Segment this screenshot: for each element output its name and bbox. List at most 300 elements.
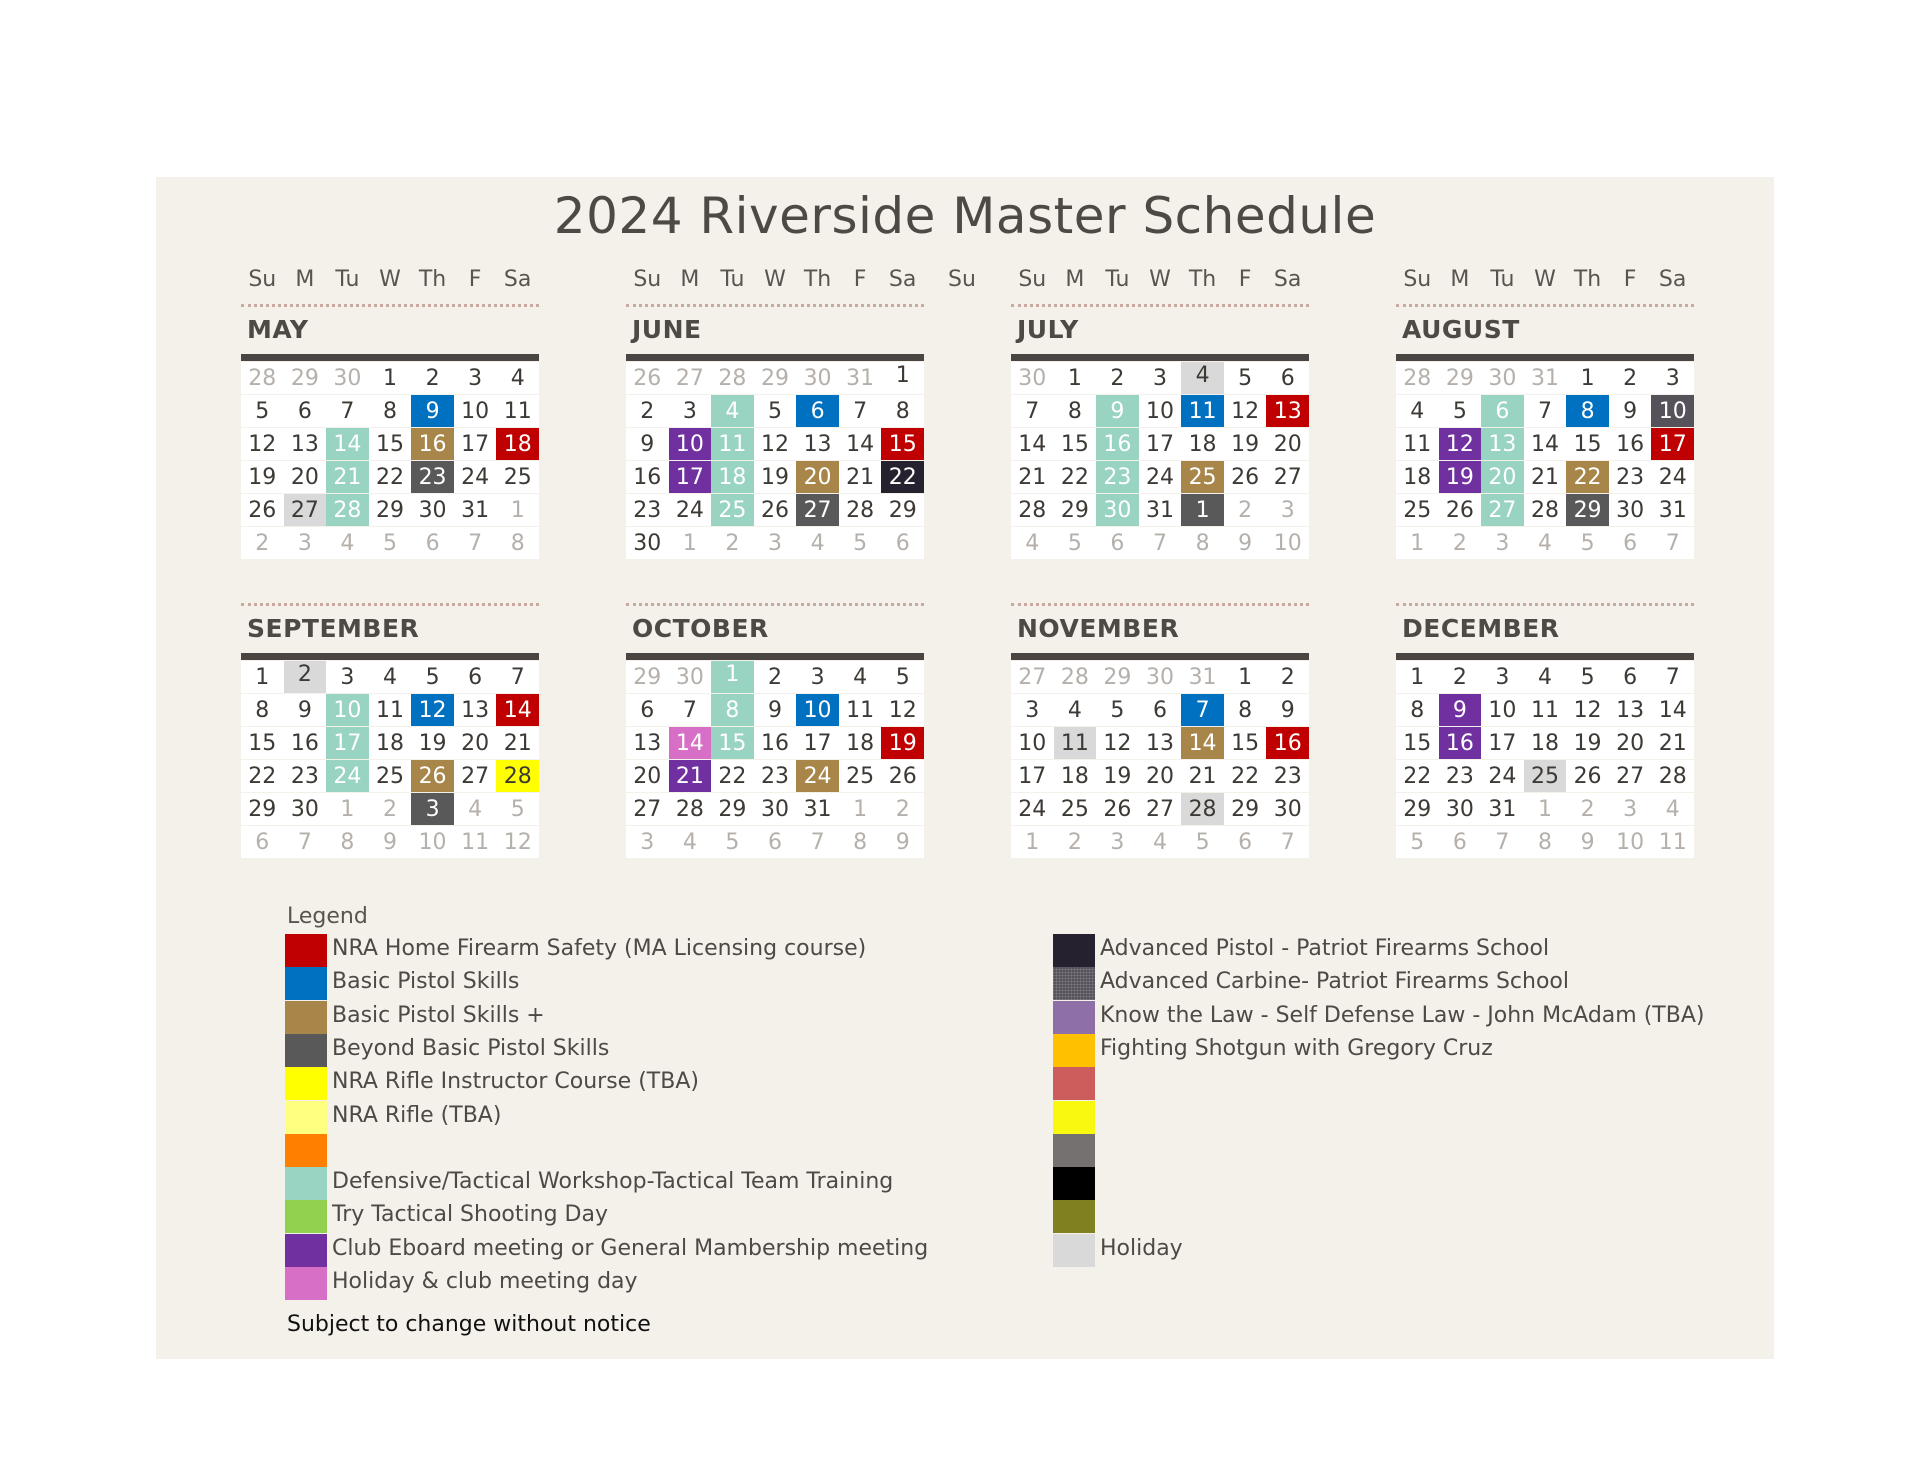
- day-cell: 29: [881, 493, 924, 526]
- day-cell: 2: [1439, 660, 1482, 693]
- legend-item: [285, 967, 985, 1000]
- day-cell: 4: [496, 361, 539, 394]
- day-cell: 7: [284, 825, 327, 858]
- day-cell: 21: [326, 460, 369, 493]
- weekday-header: [626, 265, 924, 299]
- day-cell: 13: [1266, 394, 1309, 427]
- day-cell: 23: [284, 759, 327, 792]
- legend-label: Holiday & club meeting day: [332, 1269, 638, 1294]
- legend-swatch: [1053, 1200, 1095, 1233]
- day-cell: 6: [626, 693, 669, 726]
- day-cell: 2: [1096, 361, 1139, 394]
- day-cell: 3: [1481, 660, 1524, 693]
- day-cell: 8: [496, 526, 539, 559]
- day-cell: 16: [754, 726, 797, 759]
- day-cell: 18: [1181, 427, 1224, 460]
- day-cell: 29: [1439, 361, 1482, 394]
- weekday-label: M: [1065, 267, 1085, 292]
- legend-swatch: [285, 1001, 327, 1034]
- legend-item: [1053, 1200, 1753, 1233]
- day-cell: 4: [454, 792, 497, 825]
- day-cell: 8: [1054, 394, 1097, 427]
- legend-swatch: [285, 1267, 327, 1300]
- day-cell: 1: [1054, 361, 1097, 394]
- day-cell: 17: [454, 427, 497, 460]
- weekday-label: Th: [418, 267, 447, 292]
- day-cell: 27: [1481, 493, 1524, 526]
- day-cell: 14: [1524, 427, 1567, 460]
- day-cell: 24: [796, 759, 839, 792]
- day-cell: 1: [669, 526, 712, 559]
- day-cell: 7: [1011, 394, 1054, 427]
- month-name: DECEMBER: [1402, 614, 1560, 643]
- day-cell: 7: [1524, 394, 1567, 427]
- dotted-divider: [626, 603, 924, 606]
- day-cell: 23: [754, 759, 797, 792]
- day-cell: 1: [839, 792, 882, 825]
- day-cell: 31: [1181, 660, 1224, 693]
- day-cell: 3: [1139, 361, 1182, 394]
- dotted-divider: [241, 603, 539, 606]
- weekday-label: W: [1534, 267, 1556, 292]
- day-cell: 17: [669, 460, 712, 493]
- day-cell: 8: [1524, 825, 1567, 858]
- day-cell: 17: [1481, 726, 1524, 759]
- day-cell: 31: [454, 493, 497, 526]
- day-cell: 20: [626, 759, 669, 792]
- day-cell: 21: [839, 460, 882, 493]
- dotted-divider: [626, 304, 924, 307]
- legend-item: [1053, 967, 1753, 1000]
- legend-swatch: [1053, 1234, 1095, 1267]
- weekday-label: Su: [633, 267, 662, 292]
- day-cell: 10: [1609, 825, 1652, 858]
- day-cell: 11: [454, 825, 497, 858]
- day-cell: 6: [1439, 825, 1482, 858]
- legend-label: Basic Pistol Skills +: [332, 1002, 545, 1028]
- day-cell: 30: [1139, 660, 1182, 693]
- day-cell: 7: [1181, 693, 1224, 726]
- notice-text: Subject to change without notice: [287, 1312, 651, 1337]
- day-cell: 23: [626, 493, 669, 526]
- day-cell: 4: [669, 825, 712, 858]
- day-cell: 5: [369, 526, 412, 559]
- month-bar: [626, 653, 924, 660]
- weekday-label: Th: [1573, 267, 1602, 292]
- day-cell: 12: [1439, 427, 1482, 460]
- day-cell: 7: [326, 394, 369, 427]
- weekday-label: M: [295, 267, 315, 292]
- day-cell: 15: [711, 726, 754, 759]
- day-cell: 3: [669, 394, 712, 427]
- day-cell: 26: [411, 759, 454, 792]
- legend-item: [285, 1134, 985, 1167]
- day-cell: 6: [241, 825, 284, 858]
- day-cell: 19: [881, 726, 924, 759]
- day-cell: 9: [1566, 825, 1609, 858]
- weekday-label: F: [468, 267, 482, 292]
- day-grid: [1011, 660, 1309, 858]
- day-cell: 20: [1481, 460, 1524, 493]
- day-cell: 12: [754, 427, 797, 460]
- day-cell: 10: [411, 825, 454, 858]
- weekday-label: Th: [803, 267, 832, 292]
- day-cell: 30: [669, 660, 712, 693]
- day-cell: 22: [1396, 759, 1439, 792]
- day-cell: 5: [839, 526, 882, 559]
- day-cell: 8: [369, 394, 412, 427]
- day-cell: 30: [1096, 493, 1139, 526]
- legend-label: Beyond Basic Pistol Skills: [332, 1035, 610, 1061]
- day-cell: 16: [1096, 427, 1139, 460]
- month-bar: [1011, 653, 1309, 660]
- legend-label: Club Eboard meeting or General Mambership meeting: [332, 1235, 929, 1261]
- weekday-label: Su: [1018, 267, 1047, 292]
- day-cell: 2: [1266, 660, 1309, 693]
- day-cell: 24: [1139, 460, 1182, 493]
- day-cell: 7: [796, 825, 839, 858]
- day-cell: 5: [496, 792, 539, 825]
- legend-label: Basic Pistol Skills: [332, 969, 520, 995]
- day-cell: 27: [1266, 460, 1309, 493]
- day-cell: 29: [1096, 660, 1139, 693]
- day-cell: 5: [411, 660, 454, 693]
- legend-label: NRA Rifle Instructor Course (TBA): [332, 1069, 699, 1095]
- day-cell: 21: [1524, 460, 1567, 493]
- day-cell: 24: [1481, 759, 1524, 792]
- day-cell: 23: [1096, 460, 1139, 493]
- legend-swatch: [1053, 1034, 1095, 1067]
- day-cell: 15: [881, 427, 924, 460]
- weekday-label: Sa: [888, 267, 917, 292]
- day-cell: 18: [711, 460, 754, 493]
- day-cell: 29: [1054, 493, 1097, 526]
- day-cell: 30: [1266, 792, 1309, 825]
- day-cell: 30: [1439, 792, 1482, 825]
- day-cell: 18: [1054, 759, 1097, 792]
- day-cell: 19: [1096, 759, 1139, 792]
- day-cell: 30: [326, 361, 369, 394]
- stray-weekday-label: Su: [948, 267, 976, 292]
- legend-label: NRA Rifle (TBA): [332, 1102, 502, 1128]
- day-cell: 1: [881, 361, 924, 394]
- day-cell: 8: [1181, 526, 1224, 559]
- day-cell: 12: [881, 693, 924, 726]
- day-cell: 18: [369, 726, 412, 759]
- month-bar: [241, 653, 539, 660]
- schedule-sheet: [156, 177, 1774, 1359]
- dotted-divider: [1011, 603, 1309, 606]
- day-cell: 30: [1609, 493, 1652, 526]
- day-cell: 10: [1651, 394, 1694, 427]
- day-cell: 5: [1181, 825, 1224, 858]
- day-cell: 3: [1609, 792, 1652, 825]
- legend-item: [1053, 1167, 1753, 1200]
- legend-label: Fighting Shotgun with Gregory Cruz: [1100, 1035, 1493, 1061]
- day-cell: 10: [796, 693, 839, 726]
- day-cell: 12: [241, 427, 284, 460]
- weekday-label: Sa: [1273, 267, 1302, 292]
- day-cell: 23: [411, 460, 454, 493]
- legend-swatch: [285, 967, 327, 1000]
- month-name: OCTOBER: [632, 614, 769, 643]
- day-cell: 17: [1651, 427, 1694, 460]
- day-cell: 8: [326, 825, 369, 858]
- legend-item: [1053, 1034, 1753, 1067]
- day-cell: 26: [1439, 493, 1482, 526]
- day-cell: 15: [1566, 427, 1609, 460]
- day-cell: 8: [881, 394, 924, 427]
- weekday-label: Tu: [335, 267, 360, 292]
- legend-swatch: [285, 1200, 327, 1233]
- month-name: AUGUST: [1402, 315, 1520, 344]
- legend-swatch: [1053, 1101, 1095, 1134]
- weekday-label: W: [1149, 267, 1171, 292]
- day-cell: 14: [669, 726, 712, 759]
- day-cell: 28: [241, 361, 284, 394]
- day-cell: 6: [1609, 660, 1652, 693]
- day-cell: 6: [454, 660, 497, 693]
- day-cell: 8: [1566, 394, 1609, 427]
- dotted-divider: [241, 304, 539, 307]
- day-cell: 1: [1524, 792, 1567, 825]
- legend-item: [1053, 1067, 1753, 1100]
- day-cell: 25: [1054, 792, 1097, 825]
- day-cell: 9: [1224, 526, 1267, 559]
- day-cell: 2: [1224, 493, 1267, 526]
- day-cell: 7: [839, 394, 882, 427]
- day-cell: 27: [1139, 792, 1182, 825]
- day-cell: 20: [1266, 427, 1309, 460]
- day-cell: 28: [1524, 493, 1567, 526]
- day-cell: 4: [796, 526, 839, 559]
- legend-swatch: [285, 1067, 327, 1100]
- day-cell: 1: [1566, 361, 1609, 394]
- day-cell: 13: [796, 427, 839, 460]
- day-cell: 4: [1054, 693, 1097, 726]
- day-cell: 1: [1011, 825, 1054, 858]
- day-cell: 6: [284, 394, 327, 427]
- day-cell: 28: [1054, 660, 1097, 693]
- day-cell: 9: [1609, 394, 1652, 427]
- day-cell: 30: [626, 526, 669, 559]
- legend-item: [285, 1067, 985, 1100]
- day-cell: 4: [369, 660, 412, 693]
- day-cell: 27: [454, 759, 497, 792]
- day-cell: 6: [1609, 526, 1652, 559]
- month-bar: [1396, 653, 1694, 660]
- day-cell: 26: [626, 361, 669, 394]
- day-cell: 28: [1651, 759, 1694, 792]
- day-cell: 12: [411, 693, 454, 726]
- day-grid: [626, 660, 924, 858]
- day-cell: 15: [1054, 427, 1097, 460]
- day-cell: 2: [411, 361, 454, 394]
- weekday-label: Tu: [720, 267, 745, 292]
- day-cell: 6: [754, 825, 797, 858]
- day-cell: 5: [1054, 526, 1097, 559]
- day-cell: 9: [369, 825, 412, 858]
- day-cell: 11: [369, 693, 412, 726]
- day-cell: 31: [1481, 792, 1524, 825]
- day-cell: 2: [284, 660, 327, 693]
- day-cell: 31: [839, 361, 882, 394]
- legend-swatch: [285, 1134, 327, 1167]
- day-cell: 2: [1609, 361, 1652, 394]
- day-cell: 18: [1524, 726, 1567, 759]
- legend-item: [1053, 1001, 1753, 1034]
- day-cell: 16: [284, 726, 327, 759]
- day-cell: 5: [1439, 394, 1482, 427]
- day-cell: 29: [1566, 493, 1609, 526]
- day-cell: 1: [1224, 660, 1267, 693]
- day-grid: [241, 660, 539, 858]
- weekday-label: Th: [1188, 267, 1217, 292]
- day-cell: 28: [326, 493, 369, 526]
- legend-item: [285, 1034, 985, 1067]
- legend-swatch: [1053, 1001, 1095, 1034]
- day-cell: 25: [1181, 460, 1224, 493]
- day-cell: 3: [1481, 526, 1524, 559]
- day-cell: 13: [1609, 693, 1652, 726]
- day-cell: 9: [1096, 394, 1139, 427]
- day-cell: 7: [1481, 825, 1524, 858]
- day-cell: 13: [284, 427, 327, 460]
- legend-swatch: [1053, 1167, 1095, 1200]
- day-cell: 28: [1396, 361, 1439, 394]
- day-cell: 7: [1651, 526, 1694, 559]
- weekday-label: Sa: [503, 267, 532, 292]
- day-cell: 8: [241, 693, 284, 726]
- day-cell: 11: [496, 394, 539, 427]
- weekday-header: [241, 265, 539, 299]
- day-cell: 19: [411, 726, 454, 759]
- day-cell: 23: [1609, 460, 1652, 493]
- day-cell: 21: [1011, 460, 1054, 493]
- day-cell: 25: [711, 493, 754, 526]
- month-name: MAY: [247, 315, 309, 344]
- day-cell: 2: [1054, 825, 1097, 858]
- weekday-header: [1396, 265, 1694, 299]
- day-cell: 2: [754, 660, 797, 693]
- weekday-label: F: [853, 267, 867, 292]
- day-cell: 8: [1224, 693, 1267, 726]
- day-cell: 30: [284, 792, 327, 825]
- day-cell: 30: [754, 792, 797, 825]
- day-cell: 25: [839, 759, 882, 792]
- day-cell: 6: [411, 526, 454, 559]
- legend-swatch: [1053, 967, 1095, 1000]
- day-cell: 11: [1181, 394, 1224, 427]
- day-cell: 14: [1011, 427, 1054, 460]
- month-name: JUNE: [632, 315, 702, 344]
- day-cell: 28: [839, 493, 882, 526]
- day-cell: 21: [1181, 759, 1224, 792]
- day-cell: 13: [626, 726, 669, 759]
- day-cell: 11: [839, 693, 882, 726]
- day-cell: 30: [411, 493, 454, 526]
- day-cell: 26: [881, 759, 924, 792]
- day-cell: 3: [326, 660, 369, 693]
- day-cell: 23: [1266, 759, 1309, 792]
- day-cell: 11: [1651, 825, 1694, 858]
- day-cell: 27: [626, 792, 669, 825]
- day-cell: 10: [669, 427, 712, 460]
- day-cell: 10: [1139, 394, 1182, 427]
- day-cell: 19: [754, 460, 797, 493]
- day-cell: 3: [411, 792, 454, 825]
- legend-label: Defensive/Tactical Workshop-Tactical Team Training: [332, 1169, 894, 1195]
- day-cell: 5: [1224, 361, 1267, 394]
- day-cell: 13: [454, 693, 497, 726]
- legend-swatch: [285, 1167, 327, 1200]
- day-cell: 15: [1396, 726, 1439, 759]
- day-cell: 2: [1439, 526, 1482, 559]
- day-cell: 24: [669, 493, 712, 526]
- day-cell: 2: [241, 526, 284, 559]
- day-cell: 28: [1011, 493, 1054, 526]
- legend-item: [1053, 1234, 1753, 1267]
- day-cell: 29: [369, 493, 412, 526]
- day-cell: 9: [1439, 693, 1482, 726]
- day-cell: 2: [881, 792, 924, 825]
- weekday-label: Tu: [1105, 267, 1130, 292]
- day-cell: 16: [1439, 726, 1482, 759]
- day-cell: 1: [326, 792, 369, 825]
- day-cell: 9: [754, 693, 797, 726]
- legend-item: [285, 1200, 985, 1233]
- day-cell: 4: [839, 660, 882, 693]
- day-cell: 14: [1651, 693, 1694, 726]
- day-cell: 25: [369, 759, 412, 792]
- day-cell: 4: [1524, 526, 1567, 559]
- day-cell: 26: [1566, 759, 1609, 792]
- weekday-label: F: [1238, 267, 1252, 292]
- day-cell: 17: [326, 726, 369, 759]
- day-cell: 19: [241, 460, 284, 493]
- day-cell: 7: [1266, 825, 1309, 858]
- weekday-label: W: [764, 267, 786, 292]
- weekday-label: Sa: [1658, 267, 1687, 292]
- weekday-label: Su: [248, 267, 277, 292]
- day-cell: 1: [1396, 660, 1439, 693]
- day-cell: 18: [496, 427, 539, 460]
- day-cell: 24: [1011, 792, 1054, 825]
- day-cell: 5: [1396, 825, 1439, 858]
- legend-item: [285, 1267, 985, 1300]
- day-cell: 4: [1011, 526, 1054, 559]
- day-cell: 31: [1139, 493, 1182, 526]
- month-bar: [1396, 354, 1694, 361]
- day-cell: 29: [711, 792, 754, 825]
- day-cell: 4: [711, 394, 754, 427]
- weekday-label: M: [680, 267, 700, 292]
- day-cell: 1: [369, 361, 412, 394]
- dotted-divider: [1396, 304, 1694, 307]
- month-bar: [241, 354, 539, 361]
- day-cell: 22: [1224, 759, 1267, 792]
- day-cell: 26: [754, 493, 797, 526]
- legend-swatch: [1053, 1067, 1095, 1100]
- day-cell: 12: [496, 825, 539, 858]
- day-cell: 24: [454, 460, 497, 493]
- day-cell: 4: [1181, 361, 1224, 394]
- month-name: JULY: [1017, 315, 1079, 344]
- day-cell: 13: [1139, 726, 1182, 759]
- weekday-label: F: [1623, 267, 1637, 292]
- day-cell: 6: [1266, 361, 1309, 394]
- day-cell: 1: [1181, 493, 1224, 526]
